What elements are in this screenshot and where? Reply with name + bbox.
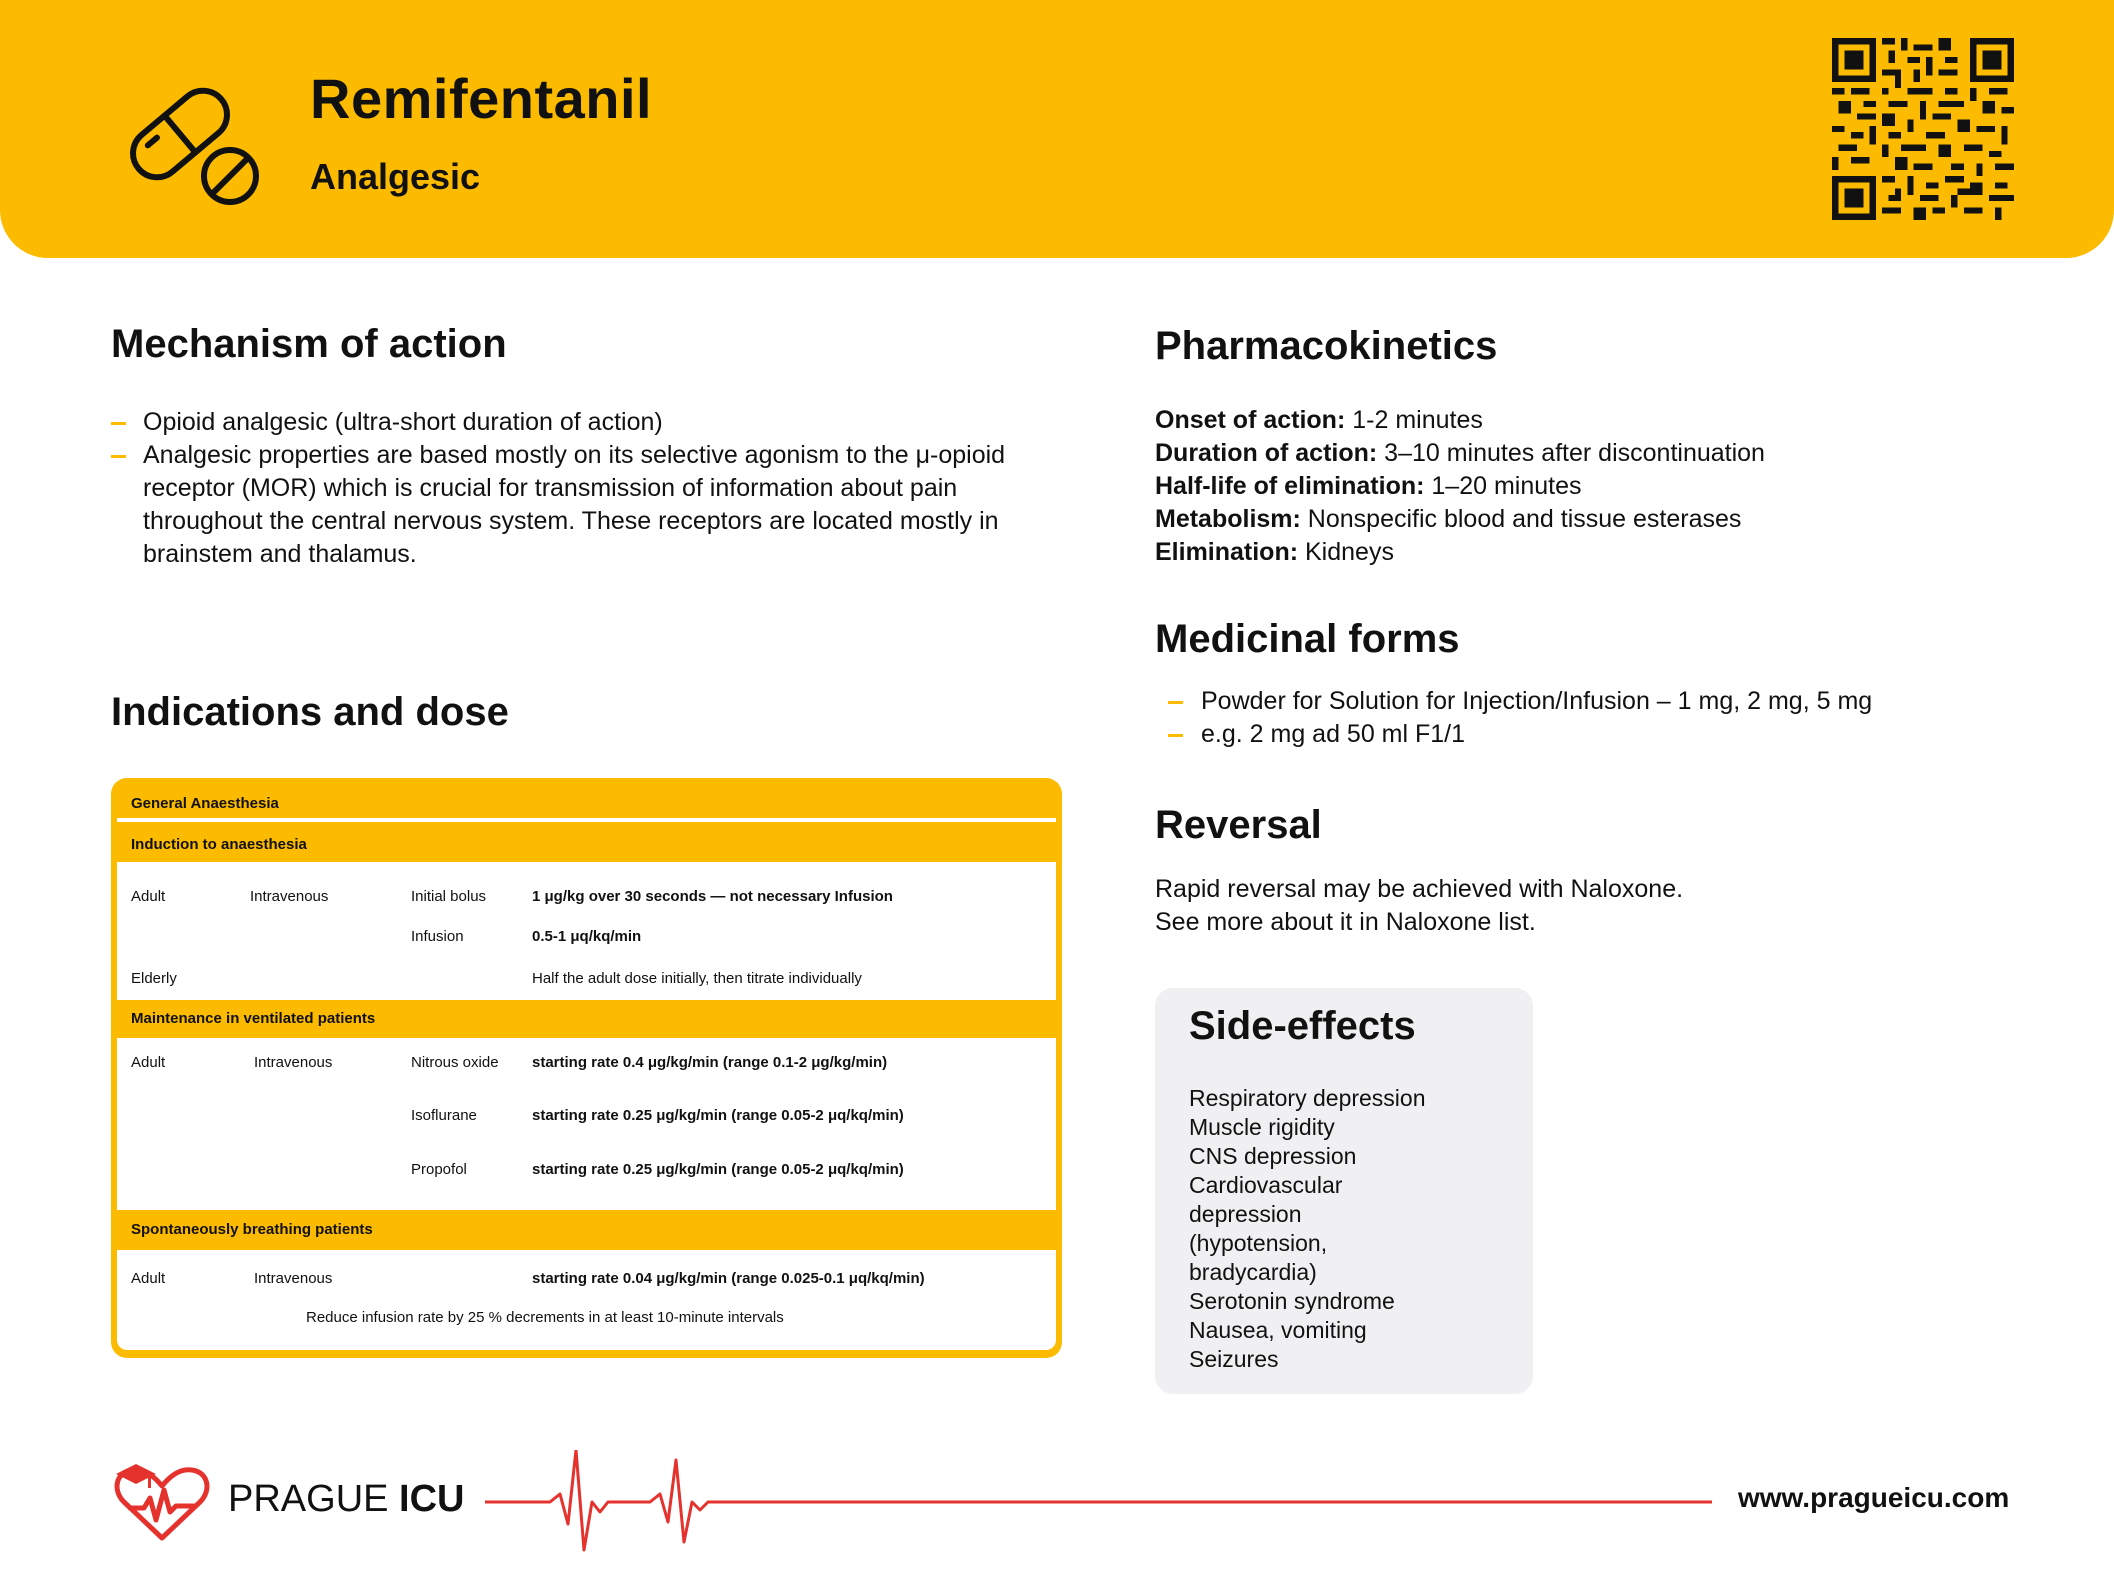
list-item: Muscle rigidity <box>1189 1114 1335 1140</box>
medicinal-forms-list <box>1168 685 2068 751</box>
qr-code[interactable] <box>1832 38 2014 220</box>
pharmacokinetics-heading: Pharmacokinetics <box>1155 324 1498 368</box>
agent-isoflurane: Isoflurane <box>411 1107 477 1124</box>
population-adult: Adult <box>131 1270 166 1287</box>
agent-nitrous-oxide: Nitrous oxide <box>411 1054 499 1071</box>
infusion-label: Infusion <box>411 928 464 945</box>
reversal-heading: Reversal <box>1155 803 1322 847</box>
dose-propofol: starting rate 0.25 μg/kg/min (range 0.05-2 μq/kq/min) <box>532 1161 904 1178</box>
list-item: Cardiovascular depression (hypotension, bradycardia) <box>1189 1172 1343 1285</box>
list-item: Opioid analgesic (ultra-short duration of action) <box>111 406 1031 439</box>
list-item: CNS depression <box>1189 1143 1357 1169</box>
dose-nitrous-oxide: starting rate 0.4 μg/kg/min (range 0.1-2 μg/kg/min) <box>532 1054 888 1071</box>
header-banner <box>0 0 2114 258</box>
spontaneous-panel <box>117 1250 1056 1350</box>
website-link[interactable]: www.pragueicu.com <box>1738 1482 2010 1513</box>
list-item: e.g. 2 mg ad 50 ml F1/1 <box>1168 718 2068 751</box>
drug-class: Analgesic <box>310 156 481 197</box>
list-item: Nausea, vomiting <box>1189 1317 1367 1343</box>
reversal-text <box>1155 873 1683 939</box>
prague-icu-logo-icon <box>110 1460 214 1544</box>
population-adult: Adult <box>131 1054 166 1071</box>
infusion-note: Reduce infusion rate by 25 % decrements in at least 10-minute intervals <box>306 1309 784 1326</box>
route: Intravenous <box>250 888 329 905</box>
pk-row: Onset of action: 1-2 minutes <box>1155 406 1483 434</box>
agent-propofol: Propofol <box>411 1161 467 1178</box>
pk-row: Half-life of elimination: 1–20 minutes <box>1155 472 1582 500</box>
side-effects-heading: Side-effects <box>1189 1004 1416 1048</box>
mechanism-list <box>111 406 1031 571</box>
list-item: Powder for Solution for Injection/Infusion – 1 mg, 2 mg, 5 mg <box>1168 685 2068 718</box>
pk-row: Elimination: Kidneys <box>1155 538 1394 566</box>
reversal-line: Rapid reversal may be achieved with Naloxone. <box>1155 875 1684 903</box>
side-effects-list <box>1189 1084 1519 1374</box>
pill-prohibited-icon <box>118 72 268 212</box>
bolus-label: Initial bolus <box>411 888 487 905</box>
infusion-value: 0.5-1 μq/kq/min <box>532 928 642 945</box>
route: Intravenous <box>254 1270 333 1287</box>
indications-heading: Indications and dose <box>111 690 509 734</box>
ecg-line-icon <box>480 1450 1720 1560</box>
maintenance-panel <box>117 1038 1056 1210</box>
pk-row: Metabolism: Nonspecific blood and tissue esterases <box>1155 505 1742 533</box>
general-anaesthesia-label: General Anaesthesia <box>131 795 279 812</box>
medicinal-forms-heading: Medicinal forms <box>1155 617 1460 661</box>
dose-isoflurane: starting rate 0.25 μg/kg/min (range 0.05-2 μq/kq/min) <box>532 1107 904 1124</box>
pk-row: Duration of action: 3–10 minutes after discontinuation <box>1155 439 1765 467</box>
spontaneous-header: Spontaneously breathing patients <box>131 1221 373 1238</box>
list-item: Respiratory depression <box>1189 1085 1426 1111</box>
reversal-line: See more about it in Naloxone list. <box>1155 908 1536 936</box>
mechanism-heading: Mechanism of action <box>111 322 507 366</box>
pharmacokinetics-list <box>1155 404 1765 569</box>
side-effects-box <box>1155 988 1533 1394</box>
list-item: Analgesic properties are based mostly on its selective agonism to the μ-opioid receptor (MOR) which is crucial for transmission of information about pain throughout the central nervous system. These receptors are located mostly in brainstem and thalamus. <box>111 439 1031 571</box>
dose-spontaneous: starting rate 0.04 μg/kg/min (range 0.025-0.1 μq/kq/min) <box>532 1270 925 1287</box>
population-elderly: Elderly <box>131 970 177 987</box>
list-item: Seizures <box>1189 1346 1279 1372</box>
population-adult: Adult <box>131 888 166 905</box>
list-item: Serotonin syndrome <box>1189 1288 1395 1314</box>
induction-header: Induction to anaesthesia <box>131 836 307 853</box>
bolus-value: 1 μg/kg over 30 seconds — not necessary Infusion <box>532 888 893 905</box>
route: Intravenous <box>254 1054 333 1071</box>
maintenance-header: Maintenance in ventilated patients <box>131 1010 376 1027</box>
brand-name: PRAGUE ICU <box>228 1478 465 1520</box>
induction-panel <box>117 862 1056 1000</box>
dose-table <box>111 778 1062 1358</box>
elderly-value: Half the adult dose initially, then titrate individually <box>532 970 862 987</box>
drug-name: Remifentanil <box>310 67 653 130</box>
